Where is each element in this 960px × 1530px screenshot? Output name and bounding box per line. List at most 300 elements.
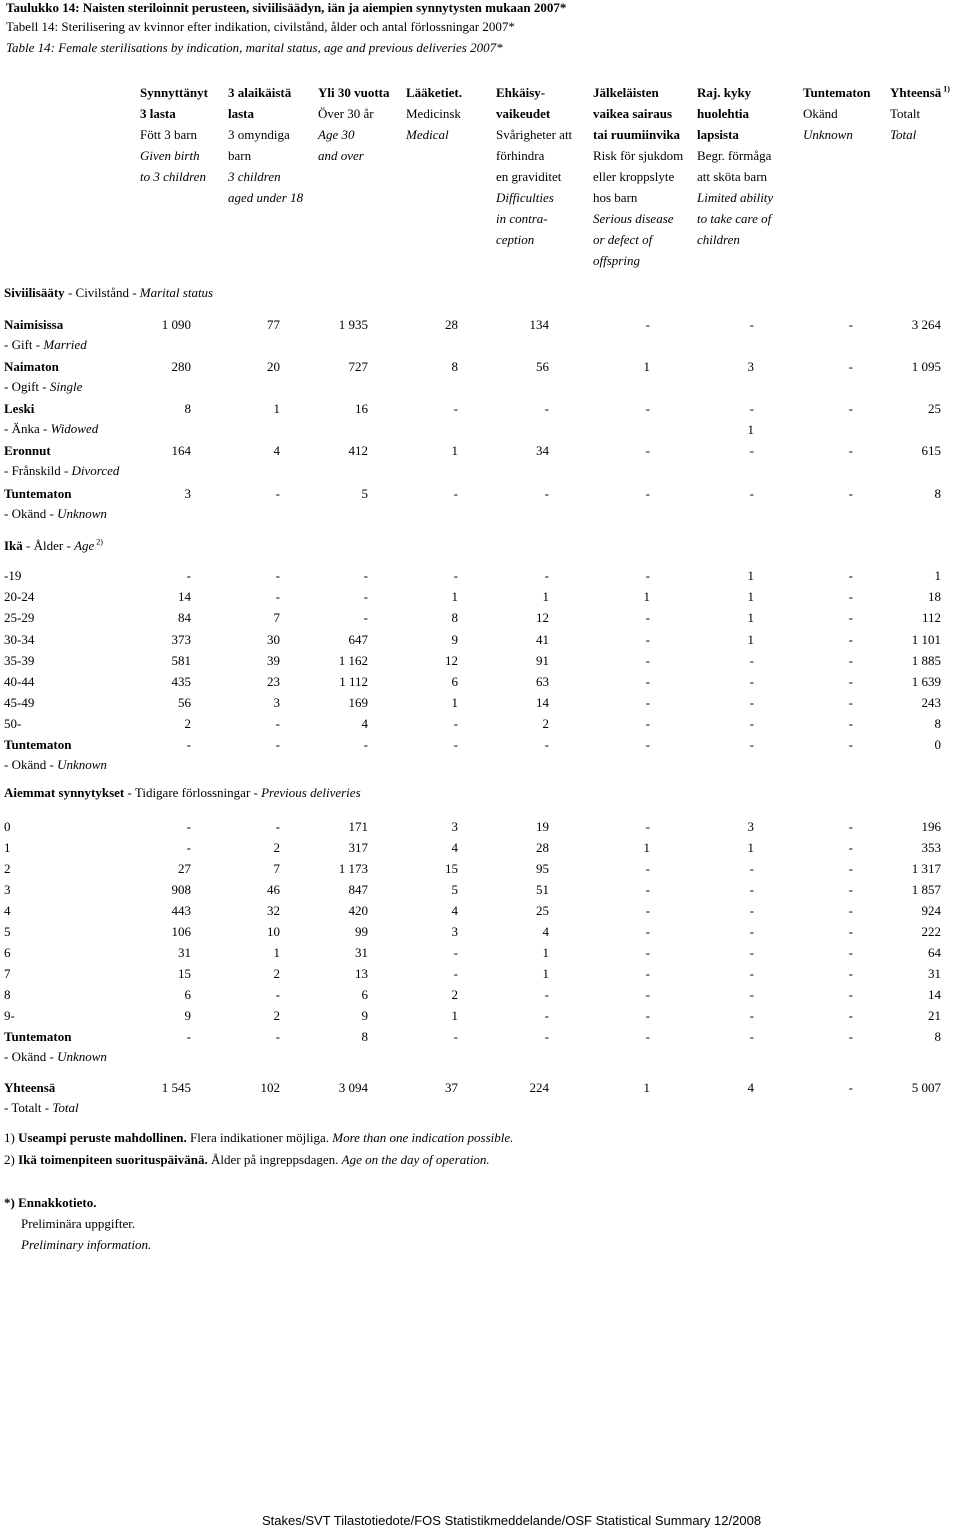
heading-fi: Ikä bbox=[4, 538, 23, 553]
row-label-translation bbox=[4, 379, 82, 395]
table-cell: 1 bbox=[273, 945, 280, 960]
table-cell: 15 bbox=[445, 861, 458, 876]
table-cell: 3 bbox=[273, 695, 280, 710]
table-cell: - bbox=[186, 737, 191, 752]
table-cell: - bbox=[544, 737, 549, 752]
table-cell: - bbox=[363, 568, 368, 583]
table-cell: 39 bbox=[267, 653, 280, 668]
table-cell: - bbox=[749, 486, 754, 501]
preliminary-note-en: Preliminary information. bbox=[21, 1237, 152, 1252]
table-cell: - bbox=[848, 589, 853, 604]
table-cell: - bbox=[645, 819, 650, 834]
title-fi: Taulukko 14: Naisten steriloinnit perusteen, siviilisäädyn, iän ja aiempien synnytysten mukaan 2007* bbox=[6, 0, 567, 15]
header-text: eller kroppslyte bbox=[593, 169, 675, 184]
row-label: 5 bbox=[4, 924, 11, 939]
table-cell: - bbox=[363, 589, 368, 604]
table-cell: - bbox=[749, 945, 754, 960]
table-cell: - bbox=[749, 401, 754, 416]
table-cell: 2 bbox=[273, 1008, 280, 1023]
column-header-line bbox=[228, 85, 291, 101]
header-text: Okänd bbox=[803, 106, 838, 121]
table-cell: 102 bbox=[260, 1080, 280, 1095]
table-cell: 6 bbox=[184, 987, 191, 1002]
footnote bbox=[4, 1130, 513, 1146]
row-label: 7 bbox=[4, 966, 11, 981]
header-text: Över 30 år bbox=[318, 106, 374, 121]
header-text: to take care of bbox=[697, 211, 772, 226]
table-cell: - bbox=[275, 737, 280, 752]
header-text: Medical bbox=[406, 127, 449, 142]
table-cell: 3 bbox=[451, 819, 458, 834]
table-cell: - bbox=[848, 674, 853, 689]
footnote-number: 1) bbox=[4, 1130, 19, 1145]
row-label: Naimisissa bbox=[4, 317, 64, 332]
label-sv: - Frånskild - bbox=[4, 463, 72, 478]
header-text: aged under 18 bbox=[228, 190, 304, 205]
table-cell: 41 bbox=[536, 632, 549, 647]
column-header-line bbox=[406, 85, 462, 101]
row-label-translation bbox=[4, 757, 107, 773]
label-en: Total bbox=[52, 1100, 79, 1115]
table-cell: 9 bbox=[451, 632, 458, 647]
heading-en: Marital status bbox=[139, 285, 214, 300]
table-cell: 14 bbox=[178, 589, 191, 604]
table-cell: 25 bbox=[536, 903, 549, 918]
column-header-line bbox=[697, 106, 749, 122]
table-cell: - bbox=[186, 568, 191, 583]
table-cell: 21 bbox=[928, 1008, 941, 1023]
table-cell: - bbox=[848, 840, 853, 855]
footnote-en: More than one indication possible. bbox=[332, 1130, 514, 1145]
row-label: 2 bbox=[4, 861, 11, 876]
table-cell: 1 857 bbox=[911, 882, 941, 897]
table-cell: 20 bbox=[267, 359, 280, 374]
row-label-translation bbox=[4, 1049, 107, 1065]
header-text: Risk för sjukdom bbox=[593, 148, 684, 163]
column-header-line bbox=[803, 127, 853, 143]
heading-sv: - Tidigare förlossningar - bbox=[124, 785, 262, 800]
row-label: Naimaton bbox=[4, 359, 59, 374]
table-cell: 5 bbox=[451, 882, 458, 897]
header-text: in contra- bbox=[496, 211, 548, 226]
row-label: 3 bbox=[4, 882, 11, 897]
footnote-fi: Useampi peruste mahdollinen. bbox=[18, 1130, 187, 1145]
header-text: Given birth bbox=[140, 148, 200, 163]
table-cell: 7 bbox=[273, 861, 280, 876]
column-header-line bbox=[697, 169, 767, 185]
table-cell: 1 bbox=[934, 568, 941, 583]
table-cell: 16 bbox=[355, 401, 368, 416]
table-cell: 46 bbox=[267, 882, 280, 897]
table-cell: 1 bbox=[542, 945, 549, 960]
table-cell: - bbox=[749, 882, 754, 897]
column-header-line bbox=[496, 169, 561, 185]
table-cell: - bbox=[749, 737, 754, 752]
table-cell: 30 bbox=[267, 632, 280, 647]
column-header-line bbox=[496, 85, 545, 101]
header-text: Unknown bbox=[803, 127, 853, 142]
footnote-en: Age on the day of operation. bbox=[341, 1152, 490, 1167]
table-cell: 3 bbox=[451, 924, 458, 939]
table-cell: 4 bbox=[451, 903, 458, 918]
table-cell: 28 bbox=[536, 840, 549, 855]
table-cell: - bbox=[453, 1029, 458, 1044]
table-cell: - bbox=[363, 737, 368, 752]
table-cell: 1 bbox=[542, 589, 549, 604]
column-header-line bbox=[890, 85, 950, 101]
table-cell: 1 545 bbox=[161, 1080, 191, 1095]
row-label: 30-34 bbox=[4, 632, 35, 647]
table-cell: 12 bbox=[536, 610, 549, 625]
table-cell: 647 bbox=[348, 632, 368, 647]
table-cell: - bbox=[645, 695, 650, 710]
page-footer: Stakes/SVT Tilastotiedote/FOS Statistikmeddelande/OSF Statistical Summary 12/2008 bbox=[262, 1513, 762, 1528]
column-header-line bbox=[593, 232, 652, 248]
footnote-marker: 2) bbox=[94, 537, 103, 547]
table-cell: 18 bbox=[928, 589, 941, 604]
table-cell: 8 bbox=[184, 401, 191, 416]
table-cell: 1 112 bbox=[339, 674, 368, 689]
heading-fi: Aiemmat synnytykset bbox=[4, 785, 125, 800]
table-cell: 9 bbox=[361, 1008, 368, 1023]
heading-en: Age bbox=[74, 538, 95, 553]
table-cell: 3 bbox=[747, 359, 754, 374]
label-en: Divorced bbox=[71, 463, 120, 478]
table-cell: - bbox=[848, 1029, 853, 1044]
label-en: Unknown bbox=[57, 757, 107, 772]
column-header-line bbox=[593, 190, 637, 206]
table-cell-extra: 1 bbox=[747, 422, 754, 437]
column-header-line bbox=[593, 85, 659, 101]
table-cell: 3 094 bbox=[338, 1080, 368, 1095]
table-cell: - bbox=[848, 819, 853, 834]
footnote-fi: Ikä toimenpiteen suorituspäivänä. bbox=[18, 1152, 208, 1167]
row-label: 25-29 bbox=[4, 610, 35, 625]
column-header-line bbox=[496, 190, 554, 206]
title-sv: Tabell 14: Sterilisering av kvinnor efter indikation, civilstånd, ålder och antal förlossningar 2007* bbox=[6, 19, 515, 34]
table-cell: 908 bbox=[171, 882, 191, 897]
table-cell: 4 bbox=[542, 924, 549, 939]
header-text: vaikea sairaus bbox=[593, 106, 673, 121]
header-text: att sköta barn bbox=[697, 169, 768, 184]
table-cell: - bbox=[749, 653, 754, 668]
header-text: 3 omyndiga bbox=[228, 127, 290, 142]
table-cell: 6 bbox=[451, 674, 458, 689]
column-header-line bbox=[890, 106, 920, 122]
table-cell: - bbox=[749, 674, 754, 689]
table-cell: 1 bbox=[542, 966, 549, 981]
table-cell: 420 bbox=[348, 903, 368, 918]
table-cell: 196 bbox=[921, 819, 941, 834]
table-cell: - bbox=[645, 674, 650, 689]
table-cell: - bbox=[749, 924, 754, 939]
table-cell: - bbox=[848, 945, 853, 960]
table-cell: 1 bbox=[747, 632, 754, 647]
table-cell: 37 bbox=[445, 1080, 458, 1095]
preliminary-note-fi: *) Ennakkotieto. bbox=[4, 1195, 97, 1210]
table-cell: - bbox=[645, 903, 650, 918]
table-cell: 7 bbox=[273, 610, 280, 625]
column-header-line bbox=[140, 85, 208, 101]
table-cell: 1 bbox=[273, 401, 280, 416]
header-text: 3 alaikäistä bbox=[228, 85, 292, 100]
table-cell: - bbox=[453, 716, 458, 731]
table-cell: - bbox=[544, 1008, 549, 1023]
row-label: 50- bbox=[4, 716, 22, 731]
header-text: Totalt bbox=[890, 106, 921, 121]
row-label: Eronnut bbox=[4, 443, 51, 458]
table-cell: - bbox=[848, 1008, 853, 1023]
header-text: ception bbox=[496, 232, 535, 247]
header-text: vaikeudet bbox=[496, 106, 551, 121]
table-cell: 4 bbox=[747, 1080, 754, 1095]
header-text: Tuntematon bbox=[803, 85, 871, 100]
row-label: 35-39 bbox=[4, 653, 35, 668]
row-label: 20-24 bbox=[4, 589, 35, 604]
column-header-line bbox=[228, 106, 254, 122]
table-cell: - bbox=[544, 1029, 549, 1044]
table-cell: 4 bbox=[451, 840, 458, 855]
table-cell: 31 bbox=[928, 966, 941, 981]
column-header-line bbox=[697, 190, 773, 206]
header-text: and over bbox=[318, 148, 364, 163]
label-sv: - Änka - bbox=[4, 421, 51, 436]
table-cell: - bbox=[645, 401, 650, 416]
table-cell: - bbox=[645, 716, 650, 731]
column-header-line bbox=[318, 85, 390, 101]
table-cell: - bbox=[275, 1029, 280, 1044]
table-cell: 25 bbox=[928, 401, 941, 416]
column-header-line bbox=[593, 106, 672, 122]
header-text: Lääketiet. bbox=[406, 85, 462, 100]
header-text: Ehkäisy- bbox=[496, 85, 546, 100]
table-cell: - bbox=[848, 716, 853, 731]
table-cell: 412 bbox=[348, 443, 368, 458]
column-header-line bbox=[406, 127, 449, 143]
column-header-line bbox=[496, 211, 548, 227]
table-cell: - bbox=[275, 568, 280, 583]
preliminary-note-sv: Preliminära uppgifter. bbox=[21, 1216, 136, 1231]
table-cell: - bbox=[749, 987, 754, 1002]
header-text: offspring bbox=[593, 253, 640, 268]
heading-sv: - Civilstånd - bbox=[64, 285, 140, 300]
header-text: förhindra bbox=[496, 148, 545, 163]
header-text: lapsista bbox=[697, 127, 739, 142]
footnote-sv: Flera indikationer möjliga. bbox=[186, 1130, 333, 1145]
table-cell: 243 bbox=[921, 695, 941, 710]
table-cell: 3 bbox=[747, 819, 754, 834]
table-cell: 1 bbox=[643, 1080, 650, 1095]
table-cell: - bbox=[749, 966, 754, 981]
footnote-number: 2) bbox=[4, 1152, 19, 1167]
header-text: barn bbox=[228, 148, 252, 163]
table-cell: - bbox=[848, 1080, 853, 1095]
table-cell: 6 bbox=[361, 987, 368, 1002]
header-text: 3 children bbox=[228, 169, 281, 184]
table-cell: - bbox=[645, 945, 650, 960]
table-cell: 3 264 bbox=[911, 317, 941, 332]
table-cell: - bbox=[544, 568, 549, 583]
column-header-line bbox=[593, 169, 674, 185]
header-text: lasta bbox=[228, 106, 254, 121]
table-cell: 19 bbox=[536, 819, 549, 834]
row-label: Tuntematon bbox=[4, 486, 72, 501]
table-cell: 1 095 bbox=[911, 359, 941, 374]
table-cell: 1 bbox=[451, 1008, 458, 1023]
label-en: Single bbox=[49, 379, 83, 394]
column-header-line bbox=[496, 148, 544, 164]
column-header-line bbox=[228, 148, 251, 164]
footnote-marker: 1) bbox=[941, 84, 950, 94]
header-text: Svårigheter att bbox=[496, 127, 573, 142]
table-cell: 56 bbox=[536, 359, 549, 374]
column-header-line bbox=[593, 127, 680, 143]
table-cell: 1 bbox=[451, 443, 458, 458]
table-cell: - bbox=[749, 695, 754, 710]
table-cell: - bbox=[645, 1029, 650, 1044]
column-header-line bbox=[140, 148, 200, 164]
table-cell: - bbox=[749, 443, 754, 458]
header-text: or defect of bbox=[593, 232, 653, 247]
table-cell: 2 bbox=[184, 716, 191, 731]
table-cell: 4 bbox=[361, 716, 368, 731]
table-cell: 8 bbox=[934, 1029, 941, 1044]
table-cell: 28 bbox=[445, 317, 458, 332]
table-cell: 727 bbox=[348, 359, 368, 374]
table-cell: 280 bbox=[171, 359, 191, 374]
column-header-line bbox=[228, 169, 281, 185]
table-cell: - bbox=[848, 401, 853, 416]
table-cell: - bbox=[645, 861, 650, 876]
table-cell: 32 bbox=[267, 903, 280, 918]
table-cell: - bbox=[544, 401, 549, 416]
table-cell: 5 bbox=[361, 486, 368, 501]
header-text: Begr. förmåga bbox=[697, 148, 772, 163]
table-cell: 3 bbox=[184, 486, 191, 501]
table-cell: - bbox=[544, 486, 549, 501]
table-cell: 64 bbox=[928, 945, 941, 960]
table-cell: 2 bbox=[273, 840, 280, 855]
table-cell: - bbox=[645, 317, 650, 332]
table-cell: 8 bbox=[361, 1029, 368, 1044]
table-cell: 224 bbox=[529, 1080, 549, 1095]
table-cell: - bbox=[848, 882, 853, 897]
table-cell: 353 bbox=[921, 840, 941, 855]
label-en: Unknown bbox=[57, 1049, 107, 1064]
table-cell: 95 bbox=[536, 861, 549, 876]
table-cell: 77 bbox=[267, 317, 280, 332]
table-cell: 615 bbox=[921, 443, 941, 458]
column-header-line bbox=[318, 148, 364, 164]
header-text: Raj. kyky bbox=[697, 85, 752, 100]
table-cell: 1 090 bbox=[161, 317, 191, 332]
heading-fi: Siviilisääty bbox=[4, 285, 65, 300]
column-header-line bbox=[406, 106, 461, 122]
label-en: Widowed bbox=[50, 421, 99, 436]
table-cell: - bbox=[848, 987, 853, 1002]
row-label: Yhteensä bbox=[4, 1080, 56, 1095]
column-header-line bbox=[593, 148, 683, 164]
table-cell: 2 bbox=[273, 966, 280, 981]
table-cell: - bbox=[749, 1029, 754, 1044]
table-cell: - bbox=[453, 568, 458, 583]
column-header-line bbox=[593, 211, 674, 227]
table-cell: 9 bbox=[184, 1008, 191, 1023]
table-cell: - bbox=[645, 568, 650, 583]
table-cell: 169 bbox=[348, 695, 368, 710]
header-text: Serious disease bbox=[593, 211, 674, 226]
table-cell: 1 bbox=[747, 568, 754, 583]
row-label: 0 bbox=[4, 819, 11, 834]
label-sv: - Okänd - bbox=[4, 506, 58, 521]
row-label-translation bbox=[4, 337, 87, 353]
table-cell: 10 bbox=[267, 924, 280, 939]
table-cell: - bbox=[453, 966, 458, 981]
table-cell: 31 bbox=[355, 945, 368, 960]
table-cell: 1 935 bbox=[338, 317, 368, 332]
table-cell: - bbox=[848, 903, 853, 918]
table-cell: 1 bbox=[451, 589, 458, 604]
column-header-line bbox=[140, 169, 206, 185]
table-cell: 14 bbox=[536, 695, 549, 710]
table-cell: - bbox=[645, 610, 650, 625]
table-cell: - bbox=[645, 1008, 650, 1023]
table-cell: - bbox=[848, 359, 853, 374]
header-text: children bbox=[697, 232, 740, 247]
table-cell: 91 bbox=[536, 653, 549, 668]
column-header-line bbox=[140, 127, 197, 143]
header-text: Yli 30 vuotta bbox=[318, 85, 390, 100]
row-label: 4 bbox=[4, 903, 11, 918]
table-cell: 435 bbox=[171, 674, 191, 689]
table-cell: 8 bbox=[934, 716, 941, 731]
heading-en: Previous deliveries bbox=[261, 785, 361, 800]
header-text: 3 lasta bbox=[140, 106, 176, 121]
table-cell: - bbox=[453, 401, 458, 416]
table-cell: 924 bbox=[921, 903, 941, 918]
table-cell: - bbox=[645, 882, 650, 897]
row-label: 1 bbox=[4, 840, 11, 855]
table-cell: 4 bbox=[273, 443, 280, 458]
table-cell: - bbox=[645, 443, 650, 458]
table-cell: - bbox=[645, 653, 650, 668]
header-text: Total bbox=[890, 127, 917, 142]
table-cell: 34 bbox=[536, 443, 549, 458]
table-cell: 1 bbox=[643, 589, 650, 604]
table-cell: - bbox=[848, 443, 853, 458]
footnote bbox=[4, 1152, 490, 1168]
row-label: Tuntematon bbox=[4, 737, 72, 752]
table-cell: 1 639 bbox=[911, 674, 941, 689]
header-text: Yhteensä bbox=[890, 85, 942, 100]
table-cell: 373 bbox=[171, 632, 191, 647]
table-cell: 1 bbox=[747, 610, 754, 625]
column-header-line bbox=[318, 127, 354, 143]
table-cell: 56 bbox=[178, 695, 191, 710]
table-cell: 112 bbox=[921, 610, 941, 625]
table-cell: 5 007 bbox=[911, 1080, 941, 1095]
column-header-line bbox=[228, 190, 303, 206]
table-cell: - bbox=[453, 737, 458, 752]
table-cell: - bbox=[848, 610, 853, 625]
header-text: Jälkeläisten bbox=[593, 85, 659, 100]
table-cell: - bbox=[749, 716, 754, 731]
table-cell: 171 bbox=[348, 819, 368, 834]
table-cell: - bbox=[453, 486, 458, 501]
table-cell: 51 bbox=[536, 882, 549, 897]
table-cell: 443 bbox=[171, 903, 191, 918]
row-label: -19 bbox=[4, 568, 22, 583]
